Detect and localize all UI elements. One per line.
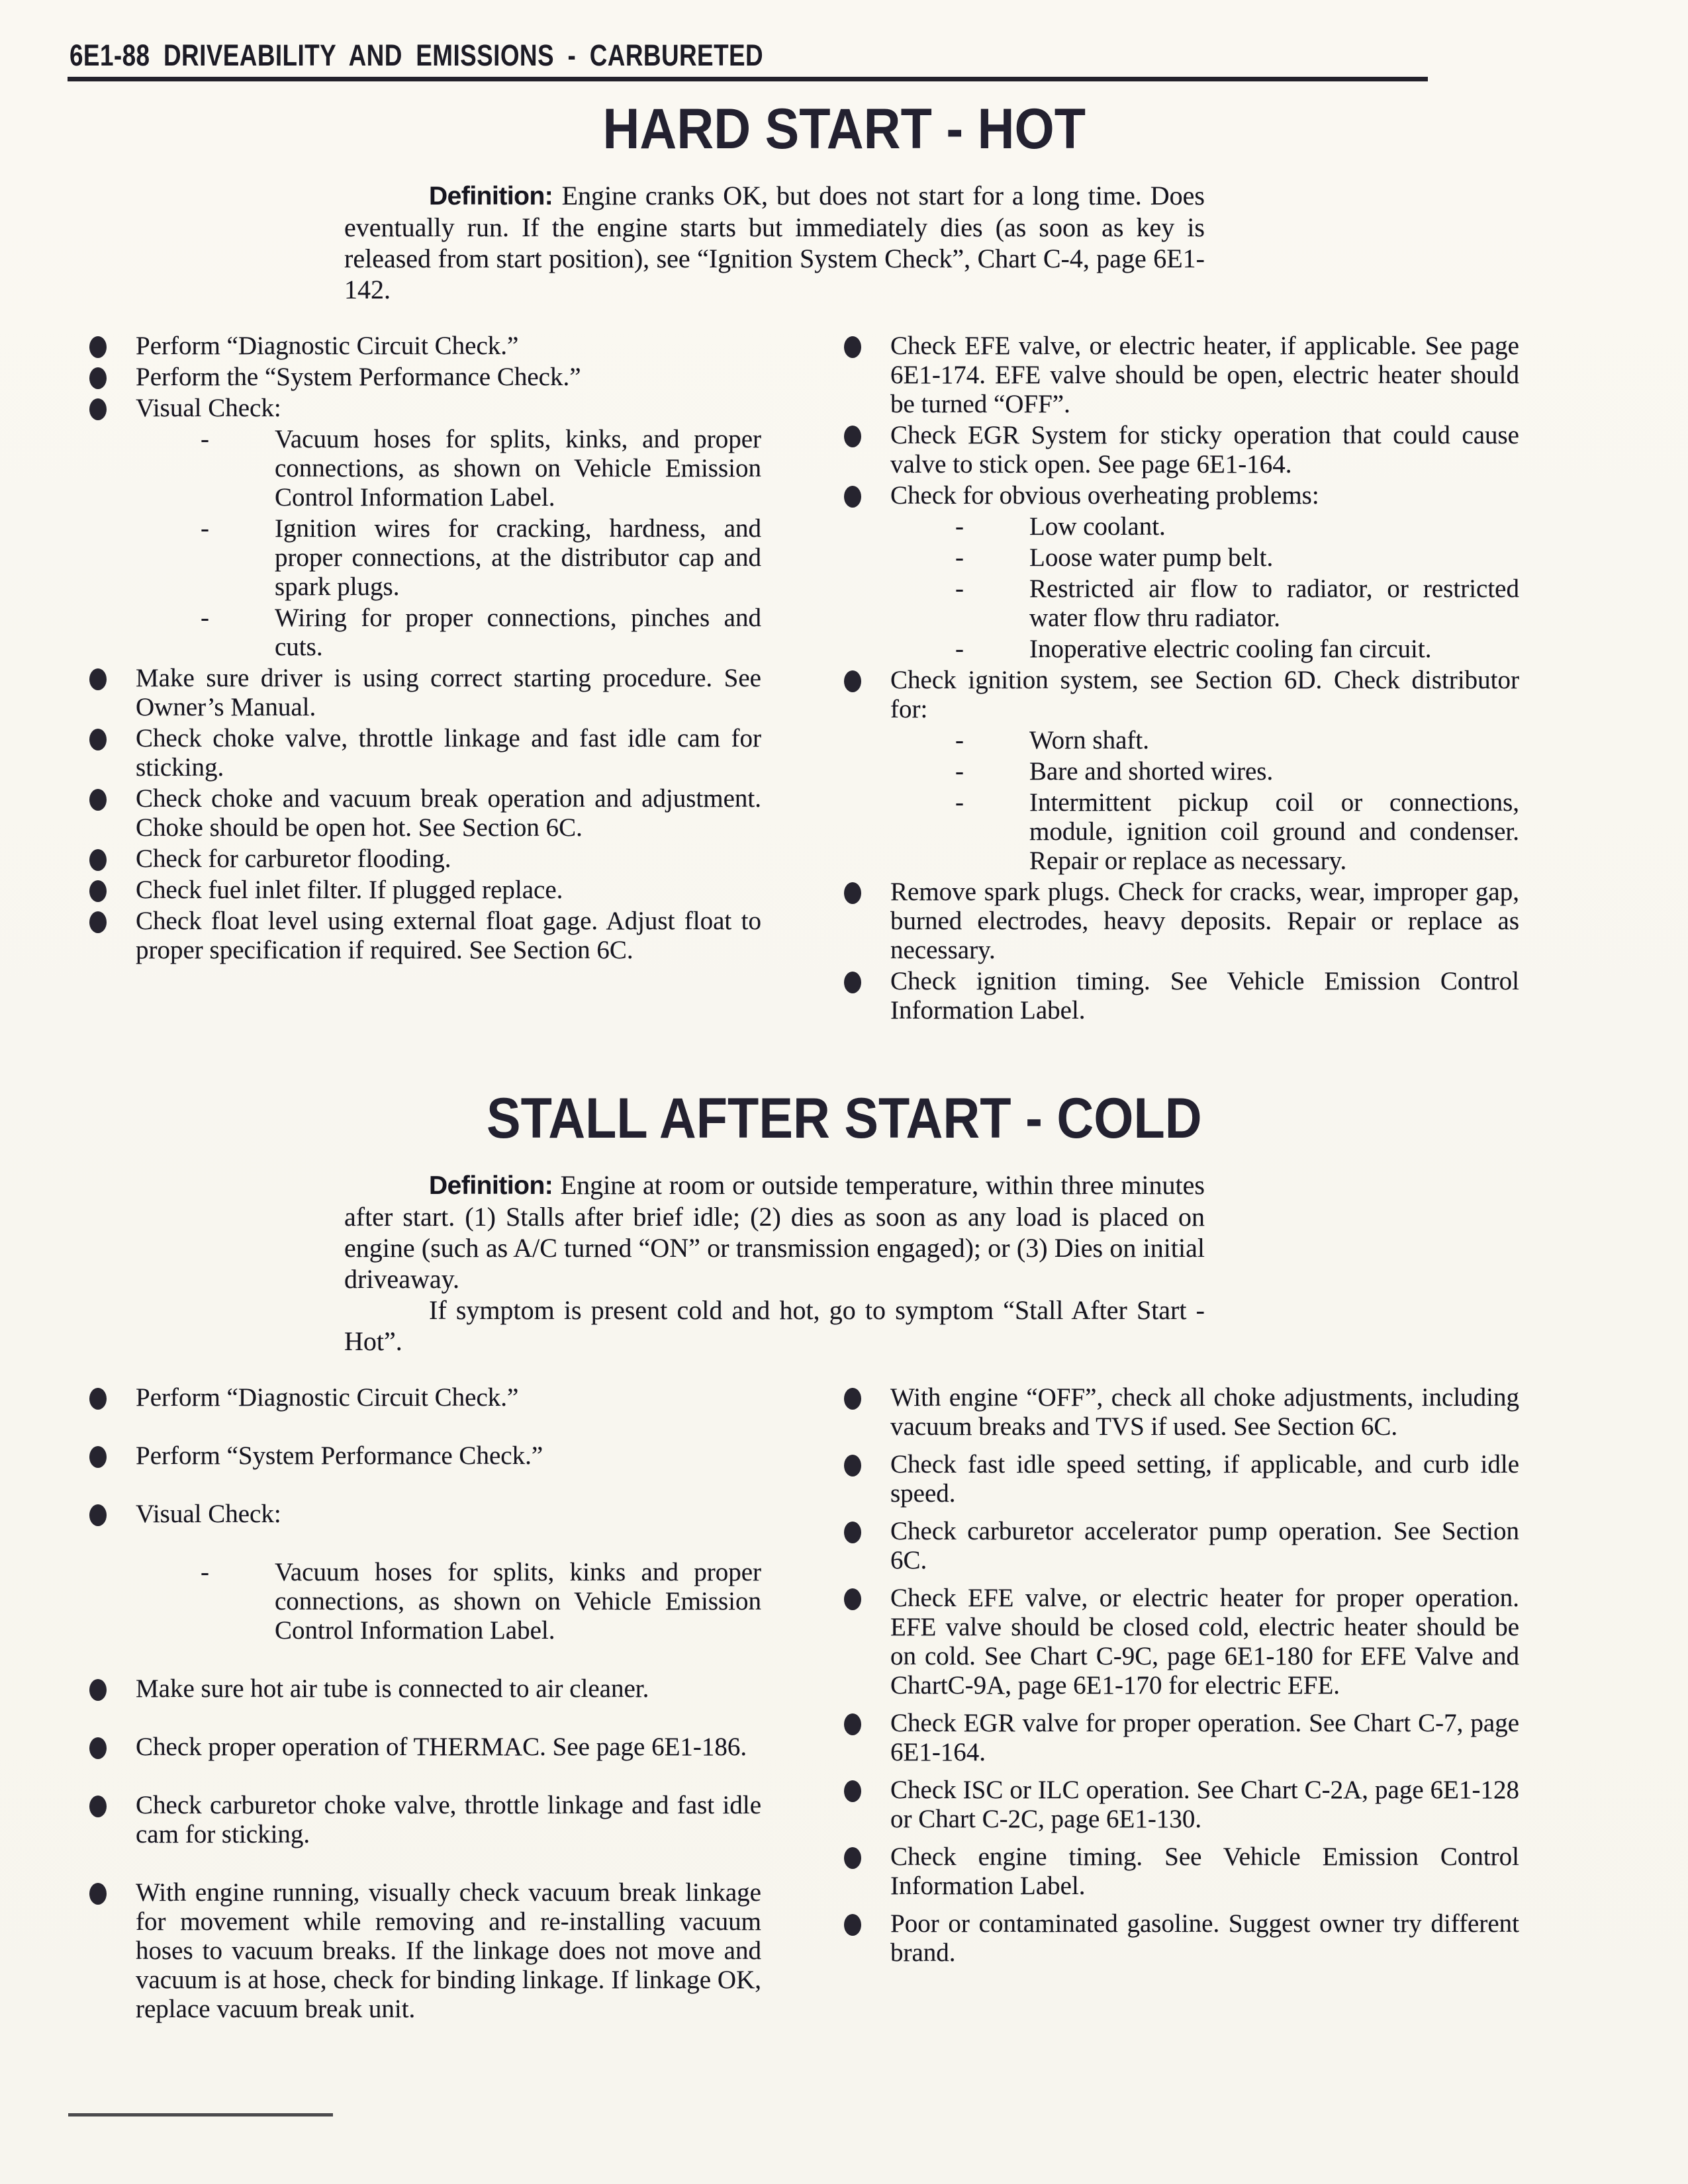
list-item (824, 1517, 1519, 1575)
bullet-icon (844, 1713, 861, 1735)
list-item (70, 784, 761, 842)
dash-marker: - (955, 512, 964, 541)
list-item-text: Check fuel inlet filter. If plugged replace. (136, 876, 563, 904)
list-item (824, 1709, 1519, 1767)
bullet-icon (89, 911, 107, 933)
left-column (70, 332, 761, 967)
list-item (824, 726, 1519, 755)
list-item (824, 788, 1519, 876)
left-column (70, 1383, 761, 2053)
list-item-text: Remove spark plugs. Check for cracks, wear, improper gap, burned electrodes, heavy deposits. Repair or replace as necessary. (890, 878, 1519, 964)
page-header: 6E1-88 DRIVEABILITY AND EMISSIONS - CARBURETED (70, 38, 764, 72)
list-item-text: Check ignition timing. See Vehicle Emission Control Information Label. (890, 967, 1519, 1024)
list-item-text: Ignition wires for cracking, hardness, and proper connections, at the distributor cap and spark plugs. (275, 514, 761, 601)
list-item (824, 512, 1519, 541)
bullet-icon (844, 336, 861, 358)
list-item (70, 1791, 761, 1849)
list-item (824, 1776, 1519, 1834)
list-item-text: Check EGR System for sticky operation that could cause valve to stick open. See page 6E1-164. (890, 421, 1519, 478)
bullet-icon (89, 1504, 107, 1526)
list-item (70, 1383, 761, 1412)
bullet-icon (89, 1679, 107, 1701)
list-item (70, 332, 761, 361)
list-item (70, 604, 761, 662)
list-item (824, 666, 1519, 724)
list-item (824, 332, 1519, 419)
dash-marker: - (201, 604, 209, 632)
definition-paragraph: If symptom is present cold and hot, go to symptom “Stall After Start - Hot”. (344, 1295, 1205, 1356)
dash-marker: - (955, 788, 964, 817)
list-item-text: Restricted air flow to radiator, or restricted water flow thru radiator. (1029, 574, 1519, 632)
list-item-text: Wiring for proper connections, pinches and cuts. (275, 604, 761, 661)
bullet-icon (844, 1847, 861, 1869)
list-item (824, 878, 1519, 965)
list-item-text: Perform the “System Performance Check.” (136, 363, 581, 391)
dash-marker: - (955, 635, 964, 663)
bullet-icon (844, 882, 861, 904)
bullet-icon (89, 367, 107, 389)
list-item-text: Check for obvious overheating problems: (890, 481, 1319, 510)
bullet-icon (844, 1914, 861, 1936)
dash-marker: - (955, 543, 964, 572)
list-item-text: Check float level using external float gage. Adjust float to proper specification if required. See Section 6C. (136, 907, 761, 964)
list-item-text: Check EGR valve for proper operation. See Chart C-7, page 6E1-164. (890, 1709, 1519, 1766)
list-item-text: With engine running, visually check vacuum break linkage for movement while removing and re-installing vacuum hoses to vacuum breaks. If the linkage does not move and vacuum is at hose, check for binding linkage. If linkage OK, replace vacuum break unit. (136, 1878, 761, 2023)
bullet-icon (844, 1455, 861, 1477)
list-item (70, 1558, 761, 1645)
list-item (70, 1441, 761, 1471)
bullet-icon (89, 1446, 107, 1468)
list-item-text: Perform “Diagnostic Circuit Check.” (136, 1383, 519, 1412)
list-item (70, 514, 761, 602)
list-item (824, 635, 1519, 664)
list-item (824, 1450, 1519, 1508)
list-item (824, 757, 1519, 786)
list-item (70, 363, 761, 392)
dash-marker: - (955, 757, 964, 786)
dash-marker: - (201, 1558, 209, 1586)
list-item (70, 394, 761, 423)
list-item (70, 844, 761, 874)
list-item-text: Perform “Diagnostic Circuit Check.” (136, 332, 519, 360)
definition-paragraph: Definition: Engine at room or outside temperature, within three minutes after start. (1) Stalls after brief idle; (2) dies as soon as any load is placed on engine (such as A/C turned “ON” or transmission engaged); or (3) Dies on initial driveaway. (344, 1170, 1205, 1294)
list-item-text: Check EFE valve, or electric heater, if applicable. See page 6E1-174. EFE valve should be open, electric heater should be turned “OFF”. (890, 332, 1519, 418)
two-column-layout (70, 1383, 1519, 2053)
bullet-icon (844, 486, 861, 508)
bullet-icon (89, 729, 107, 751)
bullet-icon (844, 426, 861, 447)
dash-marker: - (955, 726, 964, 754)
two-column-layout (70, 332, 1519, 1027)
definition-label: Definition: (429, 1171, 561, 1200)
dash-marker: - (201, 425, 209, 453)
list-item-text: Check choke and vacuum break operation and adjustment. Choke should be open hot. See Section 6C. (136, 784, 761, 842)
bullet-icon (89, 880, 107, 902)
section-title-text: STALL AFTER START - COLD (486, 1087, 1202, 1150)
bullet-icon (89, 668, 107, 690)
section-title-text: HARD START - HOT (602, 97, 1086, 161)
section-hard-start-hot (0, 97, 1688, 1027)
list-item (824, 574, 1519, 633)
list-item (824, 967, 1519, 1025)
bullet-icon (844, 1780, 861, 1802)
right-column (824, 332, 1519, 1027)
bullet-icon (89, 1388, 107, 1410)
list-item-text: Visual Check: (136, 1500, 281, 1528)
bullet-icon (844, 670, 861, 692)
bullet-icon (89, 1883, 107, 1905)
list-item-text: Loose water pump belt. (1029, 543, 1274, 572)
list-item-text: Check carburetor accelerator pump operation. See Section 6C. (890, 1517, 1519, 1574)
list-item (824, 481, 1519, 510)
list-item-text: Check carburetor choke valve, throttle linkage and fast idle cam for sticking. (136, 1791, 761, 1848)
list-item-text: Check EFE valve, or electric heater for proper operation. EFE valve should be closed cold, electric heater should be on cold. See Chart C-9C, page 6E1-180 for EFE Valve and ChartC-9A, page 6E1-170 for electric EFE. (890, 1584, 1519, 1700)
list-item (70, 1733, 761, 1762)
list-item-text: Check choke valve, throttle linkage and fast idle cam for sticking. (136, 724, 761, 782)
list-item (70, 907, 761, 965)
header-rule (68, 77, 1428, 81)
bullet-icon (89, 789, 107, 811)
definition-block (344, 1169, 1205, 1357)
list-item (824, 543, 1519, 572)
list-item-text: With engine “OFF”, check all choke adjustments, including vacuum breaks and TVS if used. See Section 6C. (890, 1383, 1519, 1441)
list-item-text: Check ISC or ILC operation. See Chart C-2A, page 6E1-128 or Chart C-2C, page 6E1-130. (890, 1776, 1519, 1833)
list-item-text: Perform “System Performance Check.” (136, 1441, 543, 1470)
list-item-text: Vacuum hoses for splits, kinks and proper connections, as shown on Vehicle Emission Control Information Label. (275, 1558, 761, 1645)
list-item (824, 1584, 1519, 1700)
list-item-text: Check for carburetor flooding. (136, 844, 451, 873)
bullet-icon (844, 1388, 861, 1410)
page-content (0, 93, 1688, 2053)
bottom-partial-rule (68, 2113, 333, 2116)
definition-paragraph: Definition: Engine cranks OK, but does not start for a long time. Does eventually run. If the engine starts but immediately dies (as soon as key is released from start position), see “Ignition System Check”, Chart C-4, page 6E1-142. (344, 181, 1205, 304)
list-item (824, 421, 1519, 479)
list-item-text: Worn shaft. (1029, 726, 1149, 754)
section-title (0, 1087, 1688, 1150)
definition-label: Definition: (429, 182, 562, 210)
list-item (824, 1843, 1519, 1901)
bullet-icon (844, 972, 861, 993)
list-item (70, 425, 761, 512)
list-item (70, 1878, 761, 2024)
definition-block (344, 180, 1205, 305)
list-item-text: Check ignition system, see Section 6D. Check distributor for: (890, 666, 1519, 723)
bullet-icon (844, 1588, 861, 1610)
dash-marker: - (201, 514, 209, 543)
list-item-text: Make sure driver is using correct starting procedure. See Owner’s Manual. (136, 664, 761, 721)
list-item-text: Check proper operation of THERMAC. See page 6E1-186. (136, 1733, 747, 1761)
bullet-icon (844, 1522, 861, 1543)
list-item-text: Inoperative electric cooling fan circuit. (1029, 635, 1432, 663)
list-item-text: Vacuum hoses for splits, kinks, and proper connections, as shown on Vehicle Emission Control Information Label. (275, 425, 761, 512)
list-item-text: Check fast idle speed setting, if applicable, and curb idle speed. (890, 1450, 1519, 1508)
list-item (70, 876, 761, 905)
list-item-text: Visual Check: (136, 394, 281, 422)
bullet-icon (89, 849, 107, 871)
section-title (0, 97, 1688, 161)
list-item-text: Poor or contaminated gasoline. Suggest owner try different brand. (890, 1909, 1519, 1967)
list-item-text: Make sure hot air tube is connected to air cleaner. (136, 1674, 649, 1703)
dash-marker: - (955, 574, 964, 603)
bullet-icon (89, 398, 107, 420)
list-item-text: Low coolant. (1029, 512, 1166, 541)
right-column (824, 1383, 1519, 1976)
bullet-icon (89, 1796, 107, 1817)
list-item-text: Bare and shorted wires. (1029, 757, 1274, 786)
list-item (70, 1674, 761, 1704)
list-item (824, 1909, 1519, 1968)
bullet-icon (89, 336, 107, 358)
list-item-text: Check engine timing. See Vehicle Emission Control Information Label. (890, 1843, 1519, 1900)
list-item (70, 664, 761, 722)
list-item (70, 724, 761, 782)
list-item (824, 1383, 1519, 1441)
section-stall-after-start-cold (0, 1087, 1688, 2053)
list-item-text: Intermittent pickup coil or connections, module, ignition coil ground and condenser. Repair or replace as necessary. (1029, 788, 1519, 875)
bullet-icon (89, 1737, 107, 1759)
list-item (70, 1500, 761, 1529)
